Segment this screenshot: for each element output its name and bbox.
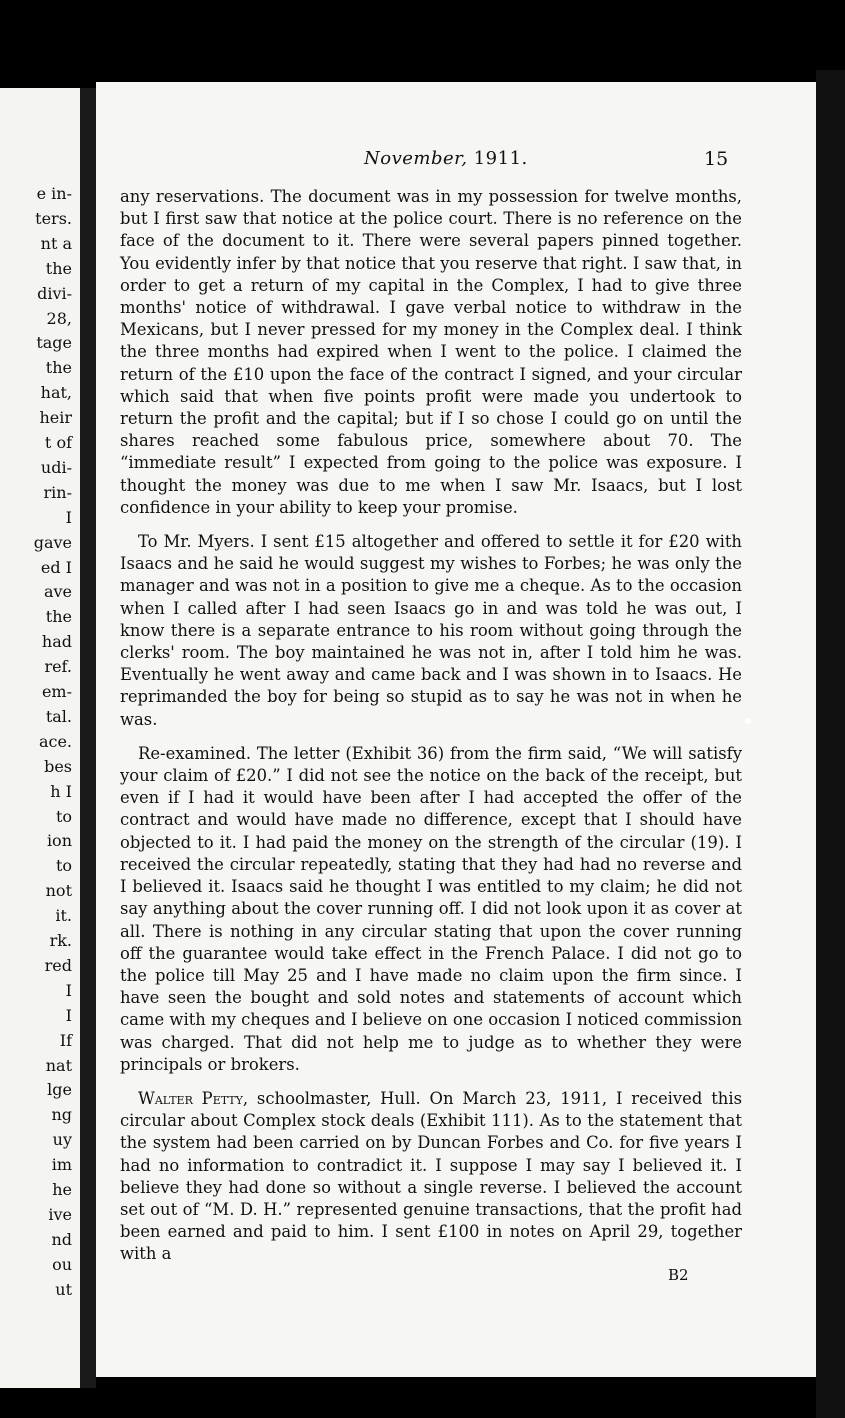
facing-page-line: t of [44, 433, 72, 452]
facing-page-line: im [51, 1155, 72, 1175]
facing-page-line: I [65, 507, 72, 527]
facing-page-fragment [0, 88, 82, 1388]
facing-page-line: ref. [44, 657, 72, 677]
facing-page-line: nd [51, 1229, 72, 1249]
facing-page-line: red [44, 955, 72, 975]
paragraph-continuation: any reservations. The document was in my possession for twelve months, but I first saw that notice at the police court. There is no reference on the face of the document to it. There were several papers pinned together. You evidently infer by that notice that you reserve that right. I saw that, in order to get a return of my capital in the Complex, I had to give three months' notice of withdrawal. I gave verbal notice to withdraw in the Mexicans, but I never pressed for my money in the Complex deal. I think the three months had expired when I went to the police. I claimed the return of the £10 upon the face of the contract I signed, and your circular which said that when five points profit were made you undertook to return the profit and the capital; but if I so chose I could go on until the shares reached some fabulous price, somewhere about 70. The “immediate result” I expected from going to the police was exposure. I thought the money was due to me when I saw Mr. Isaacs, but I lost confidence in your ability to keep your promise. [120, 187, 742, 517]
facing-page-line: it. [55, 906, 72, 926]
body-text [120, 186, 742, 1278]
facing-page-line: the [45, 607, 72, 627]
scan-edge [816, 70, 845, 1418]
facing-page-line: h I [50, 781, 72, 801]
facing-page-line: the [45, 258, 72, 278]
facing-page-line: the [45, 358, 72, 378]
facing-page-line: tal. [45, 706, 72, 726]
facing-page-line: nt a [40, 233, 72, 253]
binding-gutter [80, 88, 96, 1388]
facing-page-line: ace. [38, 731, 72, 751]
facing-page-line: If [59, 1030, 72, 1050]
facing-page-line: ed I [40, 557, 72, 577]
facing-page-line: not [45, 881, 72, 901]
facing-page-line: 28, [46, 308, 72, 328]
facing-page-line: hat, [40, 383, 72, 403]
facing-page-line: tage [36, 333, 72, 353]
running-header [96, 146, 816, 176]
facing-page-line: nat [45, 1055, 72, 1075]
facing-page-line: ou [52, 1254, 72, 1274]
facing-page-line: lge [47, 1080, 72, 1100]
paragraph-witness-petty [120, 1088, 742, 1266]
facing-page-line: uy [52, 1130, 72, 1150]
facing-page-line: I [65, 980, 72, 1000]
facing-page-line: heir [39, 408, 72, 428]
paragraph-re-examined: Re-examined. The letter (Exhibit 36) from the firm said, “We will satisfy your claim of £20.” I did not see the notice on the back of the receipt, but even if I had it would have been after I had accepted the offer of the contract and would have made no difference, except that I should have objected to it. I had paid the money on the strength of the circular (19). I received the circular repeatedly, stating that they had had no reverse and I believed it. Isaacs said he thought I was entitled to my claim; he did not say anything about the cover running off. I did not look upon it as cover at all. There is nothing in any circular stating that upon the cover running off the guarantee would take effect in the French Palace. I did not go to the police till May 25 and I have made no claim upon the firm since. I have seen the bought and sold notes and statements of account which came with my cheques and I believe on one occasion I noticed commission was charged. That did not help me to judge as to whether they were principals or brokers. [120, 743, 742, 1074]
facing-page-line: ave [43, 582, 72, 602]
facing-page-line: to [55, 856, 72, 876]
facing-page-line: ng [51, 1105, 72, 1125]
facing-page-line: I [65, 1005, 72, 1025]
running-head-month: November, [364, 148, 468, 169]
facing-page-line: rk. [49, 931, 72, 950]
scan-speck [745, 718, 751, 724]
facing-page-line: divi- [37, 283, 72, 303]
facing-page-line: bes [44, 756, 72, 776]
running-head-year: 1911. [473, 148, 528, 169]
paragraph-cross-examination: To Mr. Myers. I sent £15 altogether and offered to settle it for £20 with Isaacs and he said he would suggest my wishes to Forbes; he was only the manager and was not in a position to give me a cheque. As to the occasion when I called after I had seen Isaacs go in and was told he was out, I know there is a separate entrance to his room without going through the clerks' room. The boy maintained he was not in, after I told him he was. Eventually he went away and came back and I was shown in to Isaacs. He reprimanded the boy for being so stupid as to say he was not in when he was. [120, 532, 742, 729]
facing-page-line: had [41, 632, 72, 652]
facing-page-line: ut [55, 1279, 72, 1299]
witness-name: Walter Petty, [138, 1088, 249, 1108]
facing-page-line: ters. [35, 208, 72, 228]
page-number: 15 [704, 148, 729, 170]
facing-page-line: em- [41, 682, 72, 701]
signature-mark: B2 [668, 1266, 689, 1284]
facing-page-line: gave [33, 532, 72, 552]
facing-page-line: rin- [43, 482, 72, 502]
running-head-date [364, 148, 528, 169]
facing-page-line: to [55, 806, 72, 826]
facing-page-line: e in- [36, 184, 72, 203]
facing-page-line: ive [48, 1204, 72, 1224]
facing-page-line: udi- [40, 457, 72, 477]
facing-page-line: he [52, 1180, 72, 1199]
witness-testimony: schoolmaster, Hull. On March 23, 1911, I received this circular about Complex stock deals (Exhibit 111). As to the statement that the system had been carried on by Duncan Forbes and Co. for five years I had no information to contradict it. I suppose I may say I believed it. I believe they had done so without a single reverse. I believed the account set out of “M. D. H.” represented genuine transactions, that the profit had been earned and paid to him. I sent £100 in notes on April 29, together with a [120, 1088, 742, 1264]
facing-page-line: ion [46, 831, 72, 851]
page [96, 82, 816, 1377]
